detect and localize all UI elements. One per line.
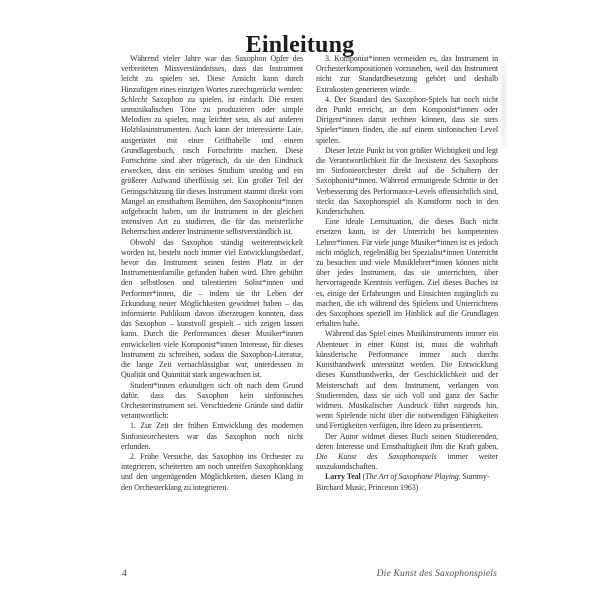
text-run: Während das Spiel eines Musikinstruments immer ein Abenteuer in einer Kunst ist, muss die wahrhaft künstlerische Performance immer auch durchs Kunsthandwerk unterstützt werden. Die Entwicklung dieses Kunsthandwerks, der Geschicklichkeit und der Meisterschaft auf dem Instrument, verlangen von Studierenden, dass sie sich voll und ganz der Sache widmen. Musikalischer Ausdruck führt nirgends hin, wenn Spielende nicht über die notwendigen Fähigkeiten und Fertigkeiten verfügen, ihre Ideen zu präsentieren. bbox=[316, 329, 498, 431]
text-run: Die Kunst des Saxophonspiels bbox=[316, 451, 437, 461]
footer-page-number: 4 bbox=[122, 569, 127, 579]
paragraph bbox=[316, 432, 498, 473]
paragraph bbox=[316, 217, 498, 329]
text-run: Saxophon zu spielen, ist einfach. Die ersten unmusikalischen Töne zu produzieren oder simple Melodien zu spielen, mag leichter sein, als auf anderen Holzblasinstrumenten. Auch kann der interessierte Laie, ausgerüstet mit einer Grifftabelle und einem Grundlagenbuch, rasch Fortschritte machen. Diese Fortschritte sind aber trügerisch, da sie den Eindruck erwecken, dass ein seriöses Studium unnötig und ein größerer Aufwand überflüssig sei. Ein großer Teil der Geringschätzung für dieses Instrument stammt direkt vom Mangel an ernsthaftem Bemühen, den Saxophonist*innen aufgebracht haben, um ihr Instrument in der gleichen intensiven Art zu studieren, die für das meisterliche Beherrschen anderer Instrumente selbstverständlich ist. bbox=[121, 94, 303, 237]
paragraph bbox=[121, 381, 303, 422]
text-run: ( bbox=[360, 472, 366, 482]
text-run: 1. Zur Zeit der frühen Entwicklung des modernen Sinfonieorchesters war das Saxophon noch nicht erfunden. bbox=[121, 421, 303, 451]
paragraph bbox=[121, 421, 303, 452]
text-run: 4. Der Standard des Saxophon-Spiels hat noch nicht den Punkt erreicht, an dem Komponist*innen oder Dirigent*innen damit rechnen können, dass sie stets Spieler*innen finden, die auf einem sinfonischen Level spielen. bbox=[316, 94, 498, 145]
text-run: immer weiter auszukundschaften. bbox=[316, 451, 498, 472]
text-columns bbox=[121, 54, 498, 493]
text-run: The Art of Saxophone Playing. bbox=[365, 472, 461, 482]
page-edge-shadow bbox=[501, 61, 506, 148]
text-run: Dieser letzte Punkt ist von größter Wichtigkeit und legt die Verantwortlichkeit für die Inexistenz des Saxophons im Sinfonieorchester direkt auf die Schultern der Saxophonist*innen. Während ermutigende Schritte in der Verbesserung des Performance-Levels offensichtlich sind, steckt das Saxophonspiel als Kunstform noch in den Kinderschuhen. bbox=[316, 145, 498, 217]
paragraph bbox=[121, 54, 303, 238]
paragraph bbox=[121, 452, 303, 493]
text-run: Der Autor widmet dieses Buch seinen Studierenden, deren Interesse und Ernsthaftigkeit ihm die Kraft gaben, bbox=[316, 431, 498, 451]
text-run: Student*innen erkundigen sich oft nach dem Grund dafür, dass das Saxophon kein sinfonisches Orchesterinstrument sei. Verschiedene Gründe sind dafür verantwortlich: bbox=[121, 380, 303, 421]
text-run: Summy-Birchard Music, Princeton 1963) bbox=[316, 472, 490, 492]
paragraph bbox=[316, 95, 498, 146]
paragraph bbox=[316, 146, 498, 217]
paragraph bbox=[316, 54, 498, 95]
column-left bbox=[121, 54, 303, 493]
paragraph bbox=[316, 329, 498, 431]
page-title: Einleitung bbox=[245, 32, 355, 59]
column-right bbox=[316, 54, 498, 493]
text-run: 3. Komponist*innen vermeiden es, das Instrument in Orchesterkompositionen vorzusehen, weil das Instrument nicht zur Standardbesetzung gehört und deshalb Extrakosten generieren würde. bbox=[316, 54, 498, 94]
text-run: Schlecht bbox=[121, 94, 148, 104]
text-run: Obwohl das Saxophon ständig weiterentwickelt worden ist, besteht noch immer viel Entwicklungsbedarf, bevor das Instrument seinen festen Platz in der Instrumentenfamilie gefunden haben wird. Ehre gebührt den selbstlosen und talentierten Solist*innen und Performer*innen, die – indem sie ihr Leben der Erkundung neuer Möglichkeiten gewidmet haben – das informierte Publikum davon überzeugen konnten, dass das Saxophon – kunstvoll gespielt – sich zeigen lassen kann. Durch die Performances dieser Musiker*innen entwickelten viele Komponist*innen Interesse, für dieses Instrument zu schreiben, sodass die Saxophon-Literatur, die lange Zeit vernachlässigbar war, unterdessen in Qualität und Quantität stark angewachsen ist. bbox=[121, 237, 303, 380]
footer-book-title: Die Kunst des Saxophonspiels bbox=[376, 569, 497, 579]
text-run: 2. Frühe Versuche, das Saxophon ins Orchester zu integrieren, scheiterten am noch unreifen Saxophonklang und den ungenügenden Möglichkeiten, diesen Klang in den Orchesterklang zu integrieren. bbox=[121, 451, 303, 492]
paragraph bbox=[316, 472, 498, 492]
text-run: Eine ideale Lernsituation, die dieses Buch nicht ersetzen kann, ist der Unterricht bei kompetenten Lehrer*innen. Für viele junge Musiker*innen ist es jedoch nicht möglich, regelmäßig bei Spezialist*innen Unterricht zu besuchen und viele Musiklehrer*innen können nicht über jedes Instrument, das sie unterrichten, über hervorragende Kenntnis verfügen. Ziel dieses Buches ist es, einige der Erfahrungen und Einsichten zugänglich zu machen, die ich während des Spielens und Unterrichtens des Saxophons speziell im Hinblick auf die Grundlagen erhalten habe. bbox=[316, 217, 498, 329]
text-run: Während vieler Jahre war das Saxophon Opfer des verbreiteten Missverständnisses, dass das Instrument leicht zu spielen sei. Diese Ansicht kann durch Hinzufügen eines einzigen Wortes zurechtgerückt werden: bbox=[121, 54, 303, 94]
text-run: Larry Teal bbox=[325, 472, 361, 482]
paragraph bbox=[121, 238, 303, 381]
